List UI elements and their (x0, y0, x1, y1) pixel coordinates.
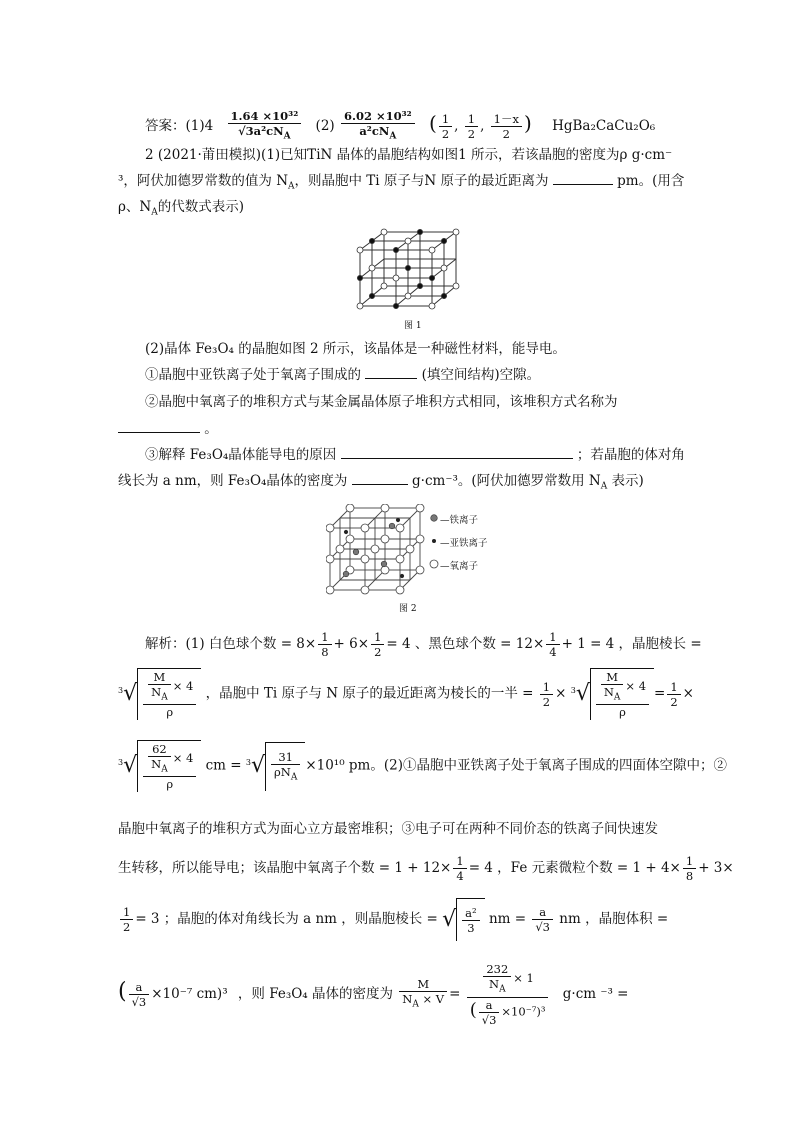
q2-part2-4: 线长为 a nm，则 Fe₃O₄晶体的密度为 g·cm⁻³。(阿伏加德罗常数用 $N_A$ 表示) (118, 473, 644, 492)
sqrt-a2-3: $\frac{\text{a²}}{3}$ (456, 898, 484, 941)
cube-root-3: $\frac{62}{N_A}$ × 4 ρ (137, 740, 201, 792)
legend-o-icon (429, 559, 439, 569)
answer-line: 答案：(1)4 $\frac{\text{1.64 ×10³²}}{√3a^2cN_A}$ (2) $\frac{\text{6.02 ×10³²}}{a^2cN_A}$ ( $\frac{1}{2}$ , $\frac{1}{2}$ , $\frac{1-x}{2}$ ) HgBa₂CaCu₂O₆ (145, 109, 656, 142)
q2-part2-1: ①晶胞中亚铁离子处于氧离子围成的 (填空间结构)空隙。 (145, 367, 541, 383)
answer-blank-stacking[interactable] (118, 420, 200, 433)
answer-label: 答案：(1)4 (145, 118, 214, 134)
figure-2-caption: 图 2 (399, 604, 417, 614)
legend-o: —氧离子 (440, 561, 479, 572)
answer-fraction-2: $\frac{\text{6.02 ×10³²}}{a^2cN_A}$ (341, 109, 415, 143)
answer-fraction-1: $\frac{\text{1.64 ×10³²}}{√3a^2cN_A}$ (228, 109, 302, 143)
legend-fe3-icon (429, 513, 439, 523)
legend-fe2-icon (429, 536, 439, 546)
answer-blank-density[interactable] (352, 472, 408, 485)
legend-fe3: —铁离子 (440, 515, 479, 526)
q2-line-3: ρ、$N_A$的代数式表示) (118, 199, 245, 218)
answer-blank-reason[interactable] (341, 446, 573, 459)
density-big-fraction: $\frac{232}{N_A}$ × 1 ( $\frac{a}{√3}$ ×10⁻⁷)³ (467, 962, 549, 1026)
figure-1-tin-cell (356, 228, 466, 318)
analysis-line-6: $\frac{1}{2}$ = 3 ；晶胞的体对角线长为 a nm ，则晶胞棱长 = √ $\frac{\text{a²}}{3}$ nm = $\frac{a}{√3}$ nm ，晶胞体积 = (118, 898, 668, 938)
analysis-line-2: $^3$√ $\frac{M}{N_A}$ × 4 ρ ，晶胞中 Ti 原子与 N 原子的最近距离为棱长的一半 = $\frac{1}{2}$ × $^3$√ $\frac{M}{N_A}$ × 4 ρ = $\frac{1}{2}$ × (118, 670, 694, 720)
analysis-line-3: $^3$√ $\frac{62}{N_A}$ × 4 ρ cm = $^3$√ $\frac{31}{\rho N_A}$ ×10¹⁰ pm。(2)①晶胞中亚铁离子处于氧离子围成的四面体空隙中；② (118, 742, 727, 792)
analysis-line-1: 解析：(1) 白色球个数 = 8× $\frac{1}{8}$ + 6× $\frac{1}{2}$ = 4 、黑色球个数 = 12× $\frac{1}{4}$ + 1 = 4 ，晶胞棱长 = (145, 630, 702, 659)
q2-part2-2: ②晶胞中氧离子的堆积方式与某金属晶体原子堆积方式相同，该堆积方式名称为 (145, 394, 618, 410)
analysis-line-5: 生转移，所以能导电；该晶胞中氧离子个数 = 1 + 12× $\frac{1}{4}$ = 4 ，Fe 元素微粒个数 = 1 + 4× $\frac{1}{8}$ + 3× (118, 854, 734, 883)
cube-root-4: $\frac{31}{\rho N_A}$ (265, 742, 305, 791)
cube-root-1: $\frac{M}{N_A}$ × 4 ρ (137, 668, 201, 720)
figure-1-caption: 图 1 (404, 321, 422, 331)
q2-part2-line: (2)晶体 Fe₃O₄ 的晶胞如图 2 所示，该晶体是一种磁性材料，能导电。 (145, 341, 566, 357)
q2-line-2: ³，阿伏加德罗常数的值为 $N_A$，则晶胞中 Ti 原子与N 原子的最近距离为 pm。(用含 (118, 173, 685, 192)
q2-part2-2b: 。 (118, 420, 218, 438)
answer-blank-distance[interactable] (553, 172, 613, 185)
answer-blank-structure[interactable] (365, 366, 417, 379)
answer-formula: HgBa₂CaCu₂O₆ (552, 118, 656, 134)
figure-2-fe3o4-cell (326, 504, 426, 596)
legend-fe2: —亚铁离子 (440, 538, 488, 549)
analysis-line-4: 晶胞中氧离子的堆积方式为面心立方最密堆积；③电子可在两种不同价态的铁离子间快速发 (118, 821, 658, 837)
cube-root-2: $\frac{M}{N_A}$ × 4 ρ (590, 668, 654, 720)
analysis-line-7: ( $\frac{a}{√3}$ ×10⁻⁷ cm)³ ，则 Fe₃O₄ 晶体的密度为 $\frac{M}{N_A \times V}$ = $\frac{232}{N_A}$ × 1 ( $\frac{a}{√3}$ ×10⁻⁷)³ g·cm ⁻³ = (118, 962, 629, 1027)
q2-part2-3: ③解释 Fe₃O₄晶体能导电的原因 ；若晶胞的体对角 (145, 447, 685, 463)
q2-line-1: 2 (2021·莆田模拟)(1)已知TiN 晶体的晶胞结构如图1 所示，若该晶胞的密度为ρ g·cm⁻ (145, 147, 673, 163)
